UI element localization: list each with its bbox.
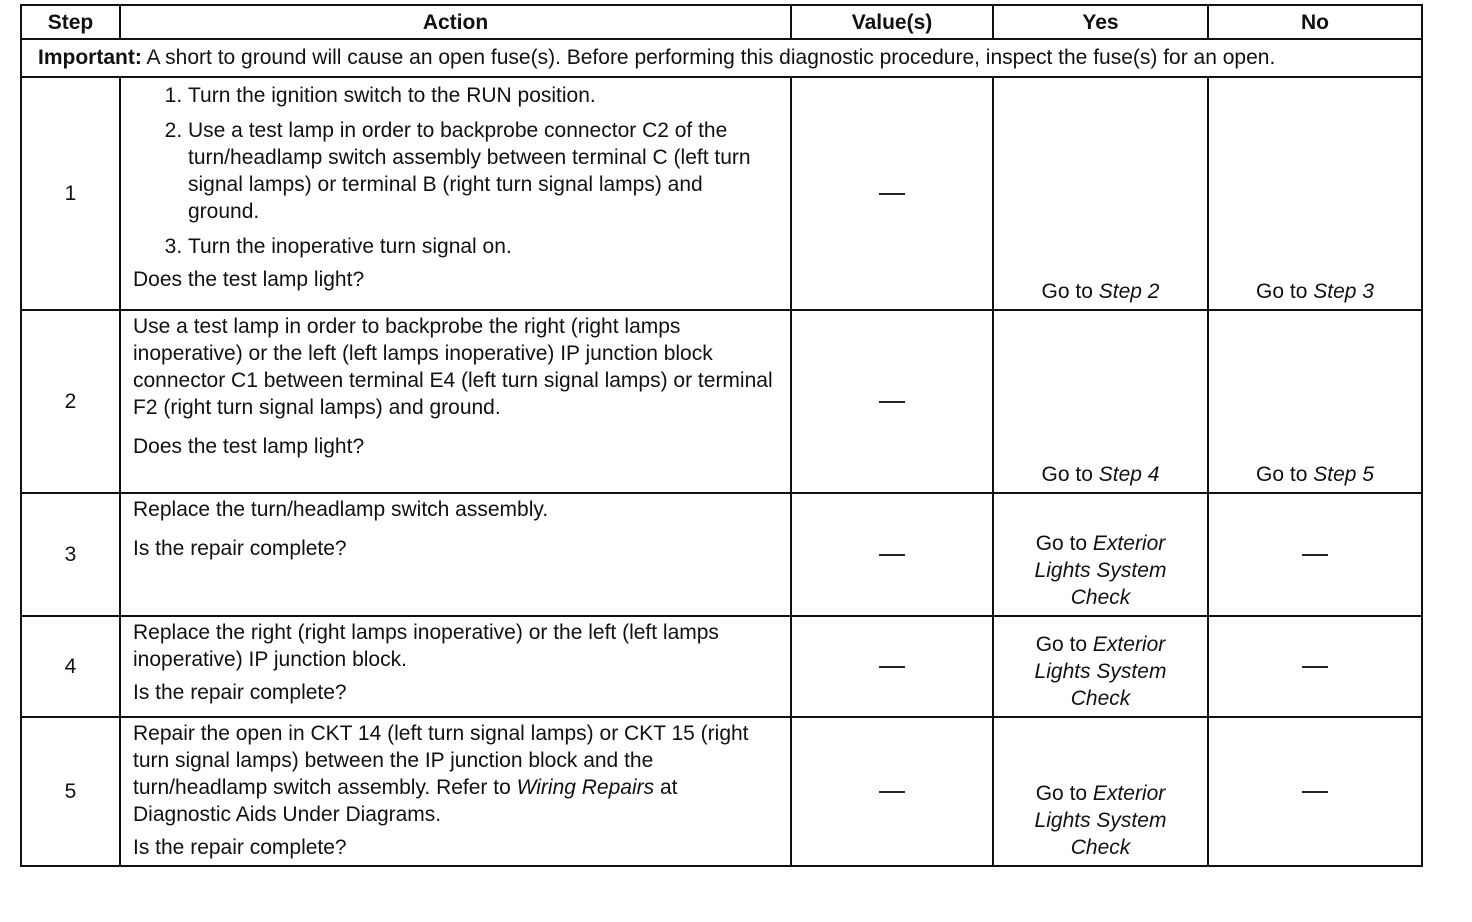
action-steps <box>133 82 778 260</box>
action-cell <box>120 616 791 717</box>
action-cell <box>120 77 791 310</box>
step-number: 5 <box>21 717 120 866</box>
table-row <box>21 77 1422 310</box>
header-step: Step <box>21 5 120 39</box>
value-dash <box>879 791 905 793</box>
yes-check-link[interactable]: Exterior Lights System Check <box>1034 633 1167 710</box>
header-row <box>21 5 1422 39</box>
no-cell <box>1208 717 1422 866</box>
action-cell <box>120 717 791 866</box>
yes-prefix: Go to <box>1035 782 1093 805</box>
yes-step-link[interactable]: Step 4 <box>1098 463 1160 486</box>
important-note <box>21 39 1422 77</box>
important-row <box>21 39 1422 77</box>
wiring-repairs-link[interactable]: Wiring Repairs <box>516 776 655 799</box>
action-question: Is the repair complete? <box>133 681 347 704</box>
value-cell <box>791 616 993 717</box>
table-row <box>21 493 1422 616</box>
value-dash <box>879 401 905 403</box>
table-row <box>21 310 1422 493</box>
action-text <box>133 720 778 828</box>
action-step-item: 3. Turn the inoperative turn signal on. <box>188 233 778 260</box>
yes-prefix: Go to <box>1041 280 1099 303</box>
value-dash <box>879 666 905 668</box>
action-question: Is the repair complete? <box>133 836 347 859</box>
action-text: Replace the right (right lamps inoperative) or the left (left lamps inoperative) IP junction block. <box>133 621 719 671</box>
no-step-link[interactable]: Step 5 <box>1313 463 1374 486</box>
value-dash <box>879 193 905 195</box>
step-number: 4 <box>21 616 120 717</box>
yes-prefix: Go to <box>1035 532 1093 555</box>
no-dash <box>1302 666 1328 668</box>
action-question: Does the test lamp light? <box>133 268 365 291</box>
header-values: Value(s) <box>791 5 993 39</box>
step-number: 2 <box>21 310 120 493</box>
yes-check-link[interactable]: Exterior Lights System Check <box>1034 782 1167 859</box>
action-text-part: at Diagnostic Aids Under Diagrams. <box>133 776 678 826</box>
action-step-item: 2. Use a test lamp in order to backprobe connector C2 of the turn/headlamp switch assembly between terminal C (left turn signal lamps) or terminal B (right turn signal lamps) and ground. <box>188 117 778 225</box>
header-no: No <box>1208 5 1422 39</box>
yes-prefix: Go to <box>1035 633 1093 656</box>
action-cell <box>120 493 791 616</box>
value-cell <box>791 493 993 616</box>
yes-cell <box>993 310 1208 493</box>
yes-cell <box>993 77 1208 310</box>
no-cell <box>1208 310 1422 493</box>
value-dash <box>879 554 905 556</box>
no-prefix: Go to <box>1256 280 1314 303</box>
step-number: 1 <box>21 77 120 310</box>
yes-cell <box>993 717 1208 866</box>
no-step-link[interactable]: Step 3 <box>1313 280 1374 303</box>
table-row <box>21 717 1422 866</box>
value-cell <box>791 717 993 866</box>
yes-cell <box>993 493 1208 616</box>
step-number: 3 <box>21 493 120 616</box>
header-action: Action <box>120 5 791 39</box>
yes-check-link[interactable]: Exterior Lights System Check <box>1034 532 1167 609</box>
table-row <box>21 616 1422 717</box>
action-question: Is the repair complete? <box>133 537 347 560</box>
no-dash <box>1302 791 1328 793</box>
no-cell <box>1208 493 1422 616</box>
action-text: Use a test lamp in order to backprobe the right (right lamps inoperative) or the left (left lamps inoperative) IP junction block connector C1 between terminal E4 (left turn signal lamps) or terminal F2 (right turn signal lamps) and ground. <box>133 315 773 419</box>
action-text-part: Repair the open in CKT 14 (left turn signal lamps) or CKT 15 (right turn signal lamps) between the IP junction block and the turn/headlamp switch assembly. Refer to <box>133 722 749 799</box>
yes-step-link[interactable]: Step 2 <box>1098 280 1160 303</box>
action-cell <box>120 310 791 493</box>
action-step-item: 1. Turn the ignition switch to the RUN position. <box>188 82 778 109</box>
action-text: Replace the turn/headlamp switch assembly. <box>133 498 549 521</box>
action-question: Does the test lamp light? <box>133 435 365 458</box>
important-label: Important: <box>38 46 142 69</box>
no-cell <box>1208 616 1422 717</box>
important-text: A short to ground will cause an open fuse(s). Before performing this diagnostic procedure, inspect the fuse(s) for an open. <box>141 46 1276 69</box>
header-yes: Yes <box>993 5 1208 39</box>
no-dash <box>1302 554 1328 556</box>
yes-prefix: Go to <box>1041 463 1099 486</box>
no-prefix: Go to <box>1256 463 1314 486</box>
yes-cell <box>993 616 1208 717</box>
no-cell <box>1208 77 1422 310</box>
diagnostic-table <box>20 4 1423 867</box>
value-cell <box>791 310 993 493</box>
value-cell <box>791 77 993 310</box>
